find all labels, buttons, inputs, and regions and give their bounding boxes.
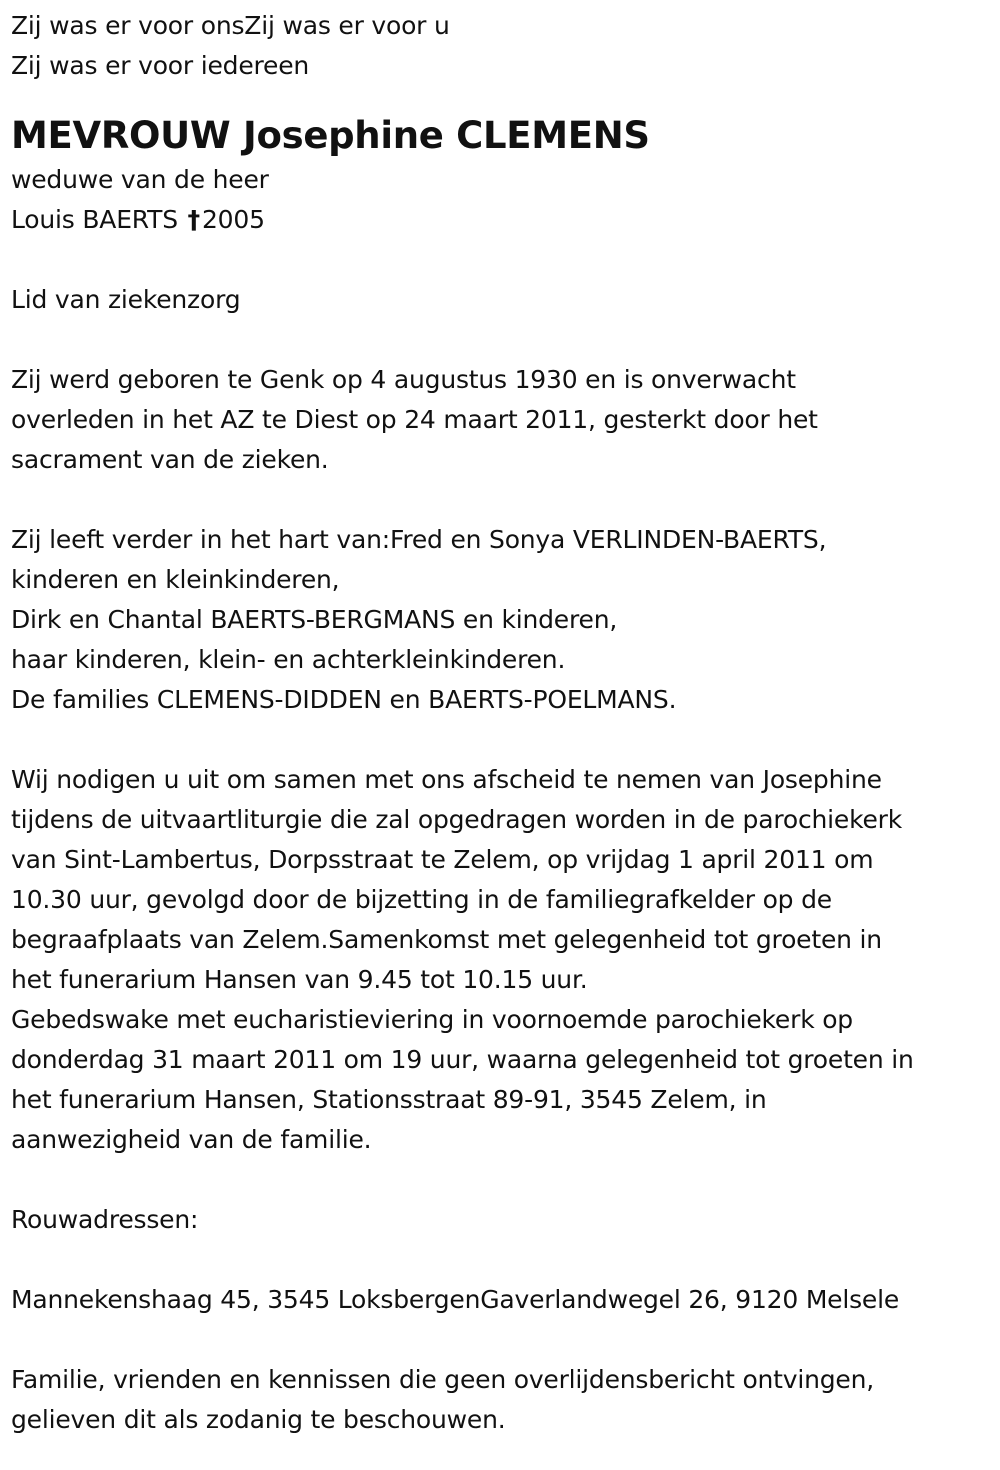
cross-icon: † [187, 205, 200, 234]
spouse-death-year: 2005 [201, 205, 265, 234]
survivors-line-1: Zij leeft verder in het hart van:Fred en Sonya VERLINDEN-BAERTS, [11, 525, 827, 554]
spouse-name: Louis BAERTS [11, 205, 178, 234]
ceremony-line-3: van Sint-Lambertus, Dorpsstraat te Zelem, op vrijdag 1 april 2011 om [11, 845, 874, 874]
survivors-line-4: haar kinderen, klein- en achterkleinkinderen. [11, 645, 566, 674]
ceremony-line-6: het funerarium Hansen van 9.45 tot 10.15 uur. [11, 965, 588, 994]
intro-line-1: Zij was er voor onsZij was er voor u [11, 11, 450, 40]
addresses-label: Rouwadressen: [11, 1205, 199, 1234]
ceremony-line-10: aanwezigheid van de familie. [11, 1125, 372, 1154]
spouse-line [11, 200, 996, 240]
ceremony-line-2: tijdens de uitvaartliturgie die zal opgedragen worden in de parochiekerk [11, 805, 902, 834]
birth-death-line-1: Zij werd geboren te Genk op 4 augustus 1930 en is onverwacht [11, 365, 796, 394]
survivors-line-2: kinderen en kleinkinderen, [11, 565, 340, 594]
survivors-line-5: De families CLEMENS-DIDDEN en BAERTS-POELMANS. [11, 685, 677, 714]
intro-line-2: Zij was er voor iedereen [11, 51, 310, 80]
obituary-document [11, 6, 996, 1440]
closing-line-1: Familie, vrienden en kennissen die geen overlijdensbericht ontvingen, [11, 1365, 875, 1394]
closing-line-2: gelieven dit als zodanig te beschouwen. [11, 1405, 506, 1434]
membership-text: Lid van ziekenzorg [11, 285, 241, 314]
ceremony-line-5: begraafplaats van Zelem.Samenkomst met gelegenheid tot groeten in [11, 925, 882, 954]
ceremony-line-9: het funerarium Hansen, Stationsstraat 89-91, 3545 Zelem, in [11, 1085, 767, 1114]
addresses-text: Mannekenshaag 45, 3545 LoksbergenGaverlandwegel 26, 9120 Melsele [11, 1285, 900, 1314]
birth-death-line-2: overleden in het AZ te Diest op 24 maart 2011, gesterkt door het [11, 405, 818, 434]
ceremony-line-8: donderdag 31 maart 2011 om 19 uur, waarna gelegenheid tot groeten in [11, 1045, 914, 1074]
survivors-line-3: Dirk en Chantal BAERTS-BERGMANS en kinderen, [11, 605, 618, 634]
birth-death-line-3: sacrament van de zieken. [11, 445, 329, 474]
relation-text: weduwe van de heer [11, 165, 269, 194]
ceremony-line-1: Wij nodigen u uit om samen met ons afscheid te nemen van Josephine [11, 765, 882, 794]
ceremony-line-7: Gebedswake met eucharistieviering in voornoemde parochiekerk op [11, 1005, 853, 1034]
deceased-name: MEVROUW Josephine CLEMENS [11, 114, 650, 157]
ceremony-line-4: 10.30 uur, gevolgd door de bijzetting in de familiegrafkelder op de [11, 885, 832, 914]
